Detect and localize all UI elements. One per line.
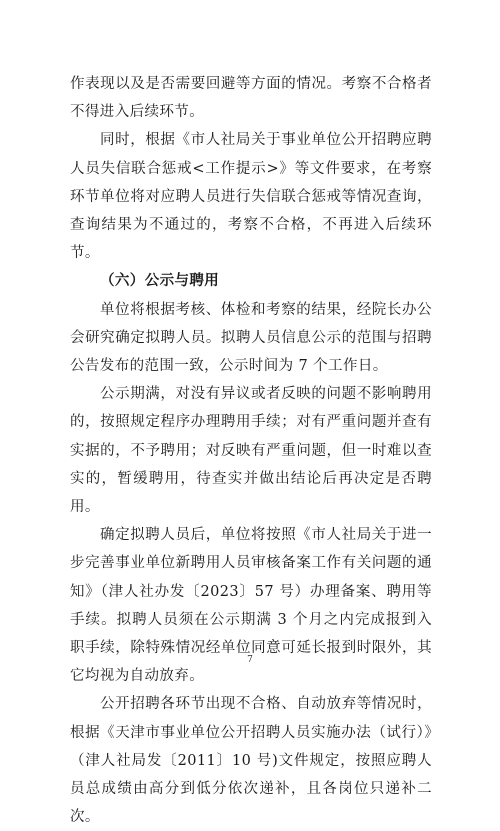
document-body bbox=[70, 70, 432, 831]
paragraph-filing-procedures: 确定拟聘人员后，单位将按照《市人社局关于进一步完善事业单位新聘用人员审核备案工作有关问题的通知》（津人社办发〔2023〕57 号）办理备案、聘用等手续。拟聘人员须在公示期满 3 个月之内完成报到入职手续，除特殊情况经单位同意可延长报到时限外，其它均视为自动放弃。 bbox=[70, 527, 432, 685]
paragraph-replacement-rules: 公开招聘各环节出现不合格、自动放弃等情况时，根据《天津市事业单位公开招聘人员实施办法（试行）》（津人社局发〔2011〕10 号)文件规定，按照应聘人员总成绩由高分到低分依次递补，且各岗位只递补二次。 bbox=[70, 696, 432, 826]
section-heading-publicity-employment: （六）公示与聘用 bbox=[100, 272, 220, 290]
paragraph-continuation: 作表现以及是否需要回避等方面的情况。考察不合格者不得进入后续环节。 bbox=[70, 76, 432, 121]
paragraph-credit-check: 同时，根据《市人社局关于事业单位公开招聘应聘人员失信联合惩戒<工作提示>》等文件要求，在考察环节单位将对应聘人员进行失信联合惩戒等情况查询，查询结果为不通过的，考察不合格，不再进入后续环节。 bbox=[70, 132, 432, 262]
paragraph-publicity-period: 公示期满，对没有异议或者反映的问题不影响聘用的，按照规定程序办理聘用手续；对有严重问题并查有实据的，不予聘用；对反映有严重问题，但一时难以查实的，暂缓聘用，待查实并做出结论后再决定是否聘用。 bbox=[70, 386, 432, 516]
page-number: 7 bbox=[247, 655, 253, 665]
paragraph-determine-candidates: 单位将根据考核、体检和考察的结果，经院长办公会研究确定拟聘人员。拟聘人员信息公示的范围与招聘公告发布的范围一致，公示时间为 7 个工作日。 bbox=[70, 301, 432, 375]
